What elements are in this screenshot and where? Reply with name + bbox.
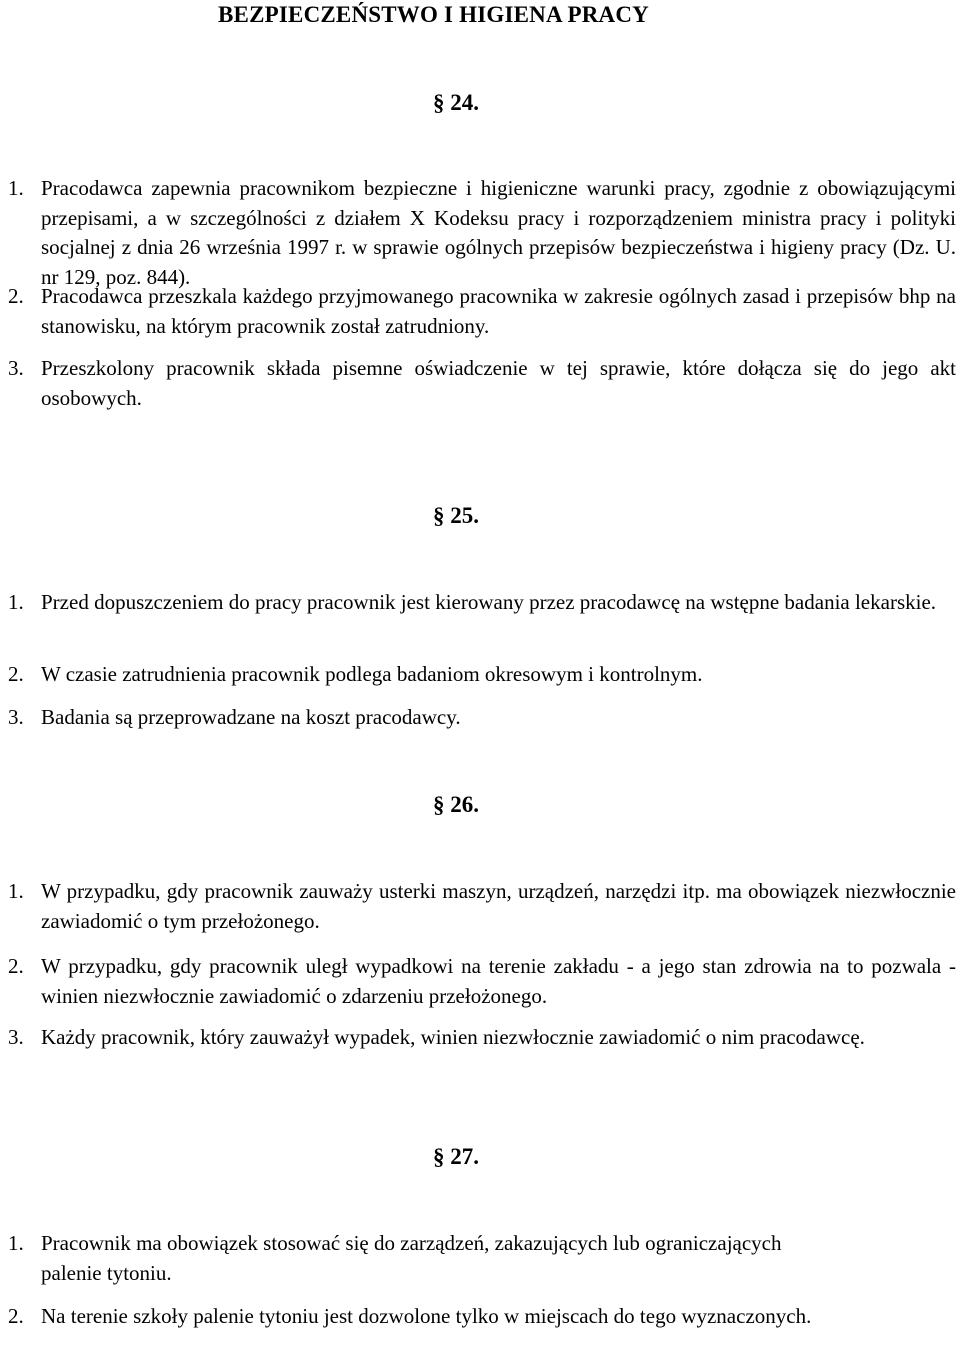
list-item (8, 703, 956, 733)
item-text: W przypadku, gdy pracownik zauważy usterki maszyn, urządzeń, narzędzi itp. ma obowiązek niezwłocznie zawiadomić o tym przełożonego. (41, 879, 956, 933)
item-text: Każdy pracownik, który zauważył wypadek, winien niezwłocznie zawiadomić o nim pracodawcę. (41, 1025, 865, 1049)
list-item (8, 952, 956, 1011)
item-text: Przed dopuszczeniem do pracy pracownik jest kierowany przez pracodawcę na wstępne badania lekarskie. (41, 590, 937, 614)
list-item (8, 660, 956, 690)
item-number: 3. (8, 1025, 24, 1049)
list-item (8, 174, 956, 292)
document-title: BEZPIECZEŃSTWO I HIGIENA PRACY (218, 2, 649, 27)
list-item (8, 588, 956, 618)
item-text: Pracodawca przeszkala każdego przyjmowanego pracownika w zakresie ogólnych zasad i przepisów bhp na stanowisku, na którym pracownik został zatrudniony. (41, 284, 956, 338)
list-item (8, 877, 956, 936)
item-text: Pracownik ma obowiązek stosować się do zarządzeń, zakazujących lub ograniczających palenie tytoniu. (41, 1231, 782, 1285)
item-number: 3. (8, 705, 24, 729)
list-item (8, 354, 956, 413)
item-text: W czasie zatrudnienia pracownik podlega badaniom okresowym i kontrolnym. (41, 662, 703, 686)
section-heading: § 27. (433, 1144, 479, 1169)
list-item (8, 1023, 956, 1053)
item-text: Na terenie szkoły palenie tytoniu jest dozwolone tylko w miejscach do tego wyznaczonych. (41, 1304, 812, 1328)
item-number: 2. (8, 284, 24, 308)
list-item (8, 282, 956, 341)
item-text: Pracodawca zapewnia pracownikom bezpieczne i higieniczne warunki pracy, zgodnie z obowiązującymi przepisami, a w szczególności z działem X Kodeksu pracy i rozporządzeniem ministra pracy i polityki socjalnej z dnia 26 września 1997 r. w sprawie ogólnych przepisów bezpieczeństwa i higieny pracy (Dz. U. nr 129, poz. 844). (41, 176, 956, 289)
item-number: 1. (8, 1231, 24, 1255)
item-text: W przypadku, gdy pracownik uległ wypadkowi na terenie zakładu - a jego stan zdrowia na to pozwala - winien niezwłocznie zawiadomić o zdarzeniu przełożonego. (41, 954, 956, 1008)
item-number: 2. (8, 954, 24, 978)
list-item (8, 1229, 808, 1288)
item-number: 3. (8, 356, 24, 380)
item-text: Badania są przeprowadzane na koszt pracodawcy. (41, 705, 461, 729)
item-number: 1. (8, 176, 24, 200)
section-heading: § 26. (433, 792, 479, 817)
section-heading: § 24. (433, 90, 479, 115)
item-number: 2. (8, 662, 24, 686)
item-text: Przeszkolony pracownik składa pisemne oświadczenie w tej sprawie, które dołącza się do jego akt osobowych. (41, 356, 956, 410)
section-heading: § 25. (433, 503, 479, 528)
item-number: 2. (8, 1304, 24, 1328)
list-item (8, 1302, 848, 1332)
item-number: 1. (8, 590, 24, 614)
item-number: 1. (8, 879, 24, 903)
